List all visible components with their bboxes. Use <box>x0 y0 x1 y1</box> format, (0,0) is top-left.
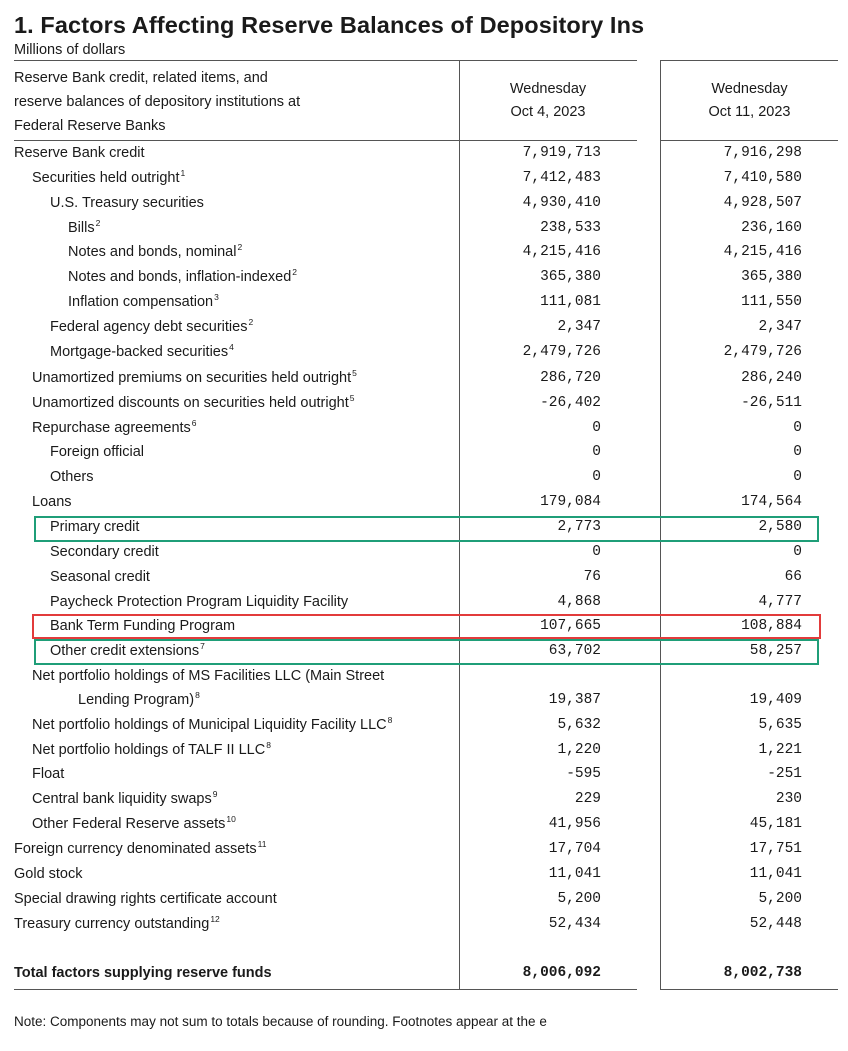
value-oct4: 286,720 <box>540 370 601 386</box>
table-row <box>0 440 848 465</box>
value-oct11: 236,160 <box>741 220 802 236</box>
row-label-text: Seasonal credit <box>50 569 150 585</box>
row-label-text: Net portfolio holdings of TALF II LLC <box>32 742 266 758</box>
row-label <box>32 812 236 837</box>
row-label <box>78 688 200 713</box>
value-oct11: 11,041 <box>749 866 802 882</box>
row-label-text: Bank Term Funding Program <box>50 618 236 634</box>
row-label-text: Others <box>50 469 94 485</box>
value-oct4: 5,200 <box>557 891 601 907</box>
row-label-text: Securities held outright <box>32 170 180 186</box>
row-label <box>68 216 100 241</box>
row-label-text: Federal agency debt securities <box>50 319 248 335</box>
header-col-line: Oct 11, 2023 <box>708 104 791 120</box>
table-row <box>0 837 848 862</box>
row-label <box>50 614 235 639</box>
value-oct11: 111,550 <box>741 294 802 310</box>
table-row <box>0 515 848 540</box>
value-oct4: 0 <box>592 420 601 436</box>
table-row <box>0 290 848 315</box>
row-label <box>50 440 144 465</box>
table-row <box>0 240 848 265</box>
footnote-marker: 8 <box>266 740 271 750</box>
value-oct11: -26,511 <box>741 395 802 411</box>
table-row <box>0 688 848 713</box>
footnote-marker: 12 <box>210 914 220 924</box>
row-label <box>32 391 354 416</box>
footnote-marker: 8 <box>195 690 200 700</box>
value-oct4: 7,412,483 <box>522 170 601 186</box>
footnote-marker: 8 <box>387 715 393 725</box>
value-oct4: 4,868 <box>557 594 601 610</box>
row-label-text: Bills <box>68 220 95 236</box>
row-label-text: Repurchase agreements <box>32 420 191 436</box>
value-oct4: 0 <box>592 444 601 460</box>
row-label-text: Treasury currency outstanding <box>14 916 210 932</box>
row-label-text: Central bank liquidity swaps <box>32 791 212 807</box>
header-stub-line: reserve balances of depository institutions at <box>14 94 301 110</box>
row-label <box>32 416 197 441</box>
row-label-text: Foreign currency denominated assets <box>14 841 257 857</box>
value-oct4: 4,215,416 <box>522 244 601 260</box>
value-oct4: 111,081 <box>540 294 601 310</box>
footnote-marker: 3 <box>214 292 219 302</box>
value-oct11: 4,777 <box>758 594 802 610</box>
table-row <box>0 862 848 887</box>
row-label <box>32 738 271 763</box>
table-row <box>0 216 848 241</box>
row-label-text: Net portfolio holdings of Municipal Liquidity Facility LLC <box>32 717 387 733</box>
row-label <box>32 664 384 689</box>
value-oct4: 41,956 <box>548 816 601 832</box>
row-label-text: U.S. Treasury securities <box>50 195 204 211</box>
value-oct4: 63,702 <box>548 643 601 659</box>
header-stub <box>14 66 300 138</box>
row-label-text: Primary credit <box>50 519 140 535</box>
row-label-text: Unamortized discounts on securities held outright <box>32 395 349 411</box>
value-oct11: 108,884 <box>741 618 802 634</box>
value-oct11: 1,221 <box>758 742 802 758</box>
table-row <box>0 787 848 812</box>
table-row <box>0 416 848 441</box>
value-oct4: 0 <box>592 544 601 560</box>
value-oct4: 2,773 <box>557 519 601 535</box>
value-oct4: 4,930,410 <box>522 195 601 211</box>
value-oct11: 0 <box>793 544 802 560</box>
footnote-marker: 2 <box>292 267 298 277</box>
value-oct11: 4,928,507 <box>723 195 802 211</box>
header-stub-line: Reserve Bank credit, related items, and <box>14 70 268 86</box>
value-oct4: 2,479,726 <box>522 344 601 360</box>
value-oct4: 0 <box>592 469 601 485</box>
row-label-text: Notes and bonds, inflation-indexed <box>68 269 292 285</box>
footnote-marker: 2 <box>248 317 254 327</box>
value-oct11: 0 <box>793 444 802 460</box>
value-oct4: -595 <box>566 766 601 782</box>
header-col-line: Wednesday <box>711 81 788 97</box>
row-label <box>50 639 205 664</box>
value-oct4: 76 <box>583 569 601 585</box>
footnote-marker: 5 <box>349 393 355 403</box>
value-oct4: 52,434 <box>548 916 601 932</box>
table-row <box>0 614 848 639</box>
footnote-marker: 6 <box>191 418 197 428</box>
row-label-text: Loans <box>32 494 72 510</box>
footnote-marker: 9 <box>212 789 218 799</box>
table-row <box>0 166 848 191</box>
table-row <box>0 664 848 689</box>
row-label-text: Reserve Bank credit <box>14 145 145 161</box>
table-row <box>0 340 848 365</box>
footnote-marker: 7 <box>200 641 205 651</box>
value-oct4: 2,347 <box>557 319 601 335</box>
value-oct4: -26,402 <box>540 395 601 411</box>
value-oct4: 1,220 <box>557 742 601 758</box>
footnote-marker: 2 <box>95 218 101 228</box>
row-label-text: Special drawing rights certificate account <box>14 891 277 907</box>
row-label <box>50 565 150 590</box>
footnote-marker: 5 <box>352 368 357 378</box>
value-oct4: 238,533 <box>540 220 601 236</box>
header-stub-line: Federal Reserve Banks <box>14 118 166 134</box>
value-oct11: 58,257 <box>749 643 802 659</box>
row-label-text: Total factors supplying reserve funds <box>14 965 272 981</box>
footnote-marker: 2 <box>237 242 243 252</box>
table-bottom-rule-col2 <box>660 989 838 990</box>
table-row <box>0 540 848 565</box>
value-oct4: 17,704 <box>548 841 601 857</box>
value-oct11: 2,580 <box>758 519 802 535</box>
row-label-text: Foreign official <box>50 444 145 460</box>
table-row <box>0 465 848 490</box>
table-row <box>0 490 848 515</box>
value-oct4: 179,084 <box>540 494 601 510</box>
value-oct4: 107,665 <box>540 618 601 634</box>
table-row <box>0 713 848 738</box>
value-oct11: 66 <box>784 569 802 585</box>
header-col-oct11 <box>661 78 838 124</box>
value-oct11: 52,448 <box>749 916 802 932</box>
row-label <box>50 340 234 365</box>
table-row <box>0 738 848 763</box>
row-label <box>50 540 159 565</box>
value-oct11: 2,479,726 <box>723 344 802 360</box>
row-label-text: Notes and bonds, nominal <box>68 244 237 260</box>
value-oct11: 365,380 <box>741 269 802 285</box>
row-label <box>32 713 392 738</box>
footnote-marker: 10 <box>226 814 236 824</box>
row-label <box>14 141 145 166</box>
row-label <box>50 315 253 340</box>
value-oct4: 19,387 <box>548 692 601 708</box>
row-label <box>68 265 297 290</box>
value-oct11: 17,751 <box>749 841 802 857</box>
row-label-text: Gold stock <box>14 866 83 882</box>
table-row <box>0 812 848 837</box>
row-label <box>68 290 219 315</box>
value-oct11: -251 <box>767 766 802 782</box>
table-row <box>0 912 848 937</box>
table-top-rule <box>14 60 637 61</box>
row-label-text: Mortgage-backed securities <box>50 344 229 360</box>
table-row <box>0 565 848 590</box>
value-oct11: 8,002,738 <box>723 965 802 981</box>
header-col-oct4 <box>460 78 636 124</box>
row-label-text: Float <box>32 766 65 782</box>
row-label <box>14 862 83 887</box>
value-oct11: 0 <box>793 420 802 436</box>
table-row <box>0 315 848 340</box>
row-label <box>50 515 139 540</box>
row-label <box>14 961 272 986</box>
row-label <box>32 490 72 515</box>
table-bottom-rule <box>14 989 637 990</box>
row-label <box>50 465 94 490</box>
row-label <box>32 166 185 191</box>
value-oct4: 365,380 <box>540 269 601 285</box>
value-oct11: 0 <box>793 469 802 485</box>
footnote-marker: 11 <box>257 839 267 849</box>
value-oct11: 2,347 <box>758 319 802 335</box>
value-oct11: 4,215,416 <box>723 244 802 260</box>
row-label <box>32 762 64 787</box>
table-row <box>0 141 848 166</box>
value-oct11: 45,181 <box>749 816 802 832</box>
row-label <box>50 590 348 615</box>
row-label <box>32 787 217 812</box>
row-label-text: Unamortized premiums on securities held outright <box>32 370 352 386</box>
row-label <box>50 191 204 216</box>
header-col-line: Wednesday <box>509 81 587 97</box>
row-label <box>68 240 242 265</box>
table-row <box>0 391 848 416</box>
footnote-marker: 4 <box>229 342 234 352</box>
row-label-text: Lending Program) <box>78 692 195 708</box>
row-label-text: Inflation compensation <box>68 294 214 310</box>
table-row <box>0 961 848 986</box>
table-row <box>0 887 848 912</box>
row-label <box>14 912 220 937</box>
value-oct11: 5,200 <box>758 891 802 907</box>
table-row <box>0 191 848 216</box>
row-label-text: Paycheck Protection Program Liquidity Facility <box>50 594 349 610</box>
footnote-note: Note: Components may not sum to totals because of rounding. Footnotes appear at the e <box>14 1014 547 1029</box>
value-oct4: 8,006,092 <box>522 965 601 981</box>
value-oct4: 229 <box>574 791 601 807</box>
value-oct11: 286,240 <box>741 370 802 386</box>
footnote-marker: 1 <box>180 168 186 178</box>
table-row <box>0 366 848 391</box>
table-row <box>0 265 848 290</box>
units-label: Millions of dollars <box>14 42 126 58</box>
table-row <box>0 762 848 787</box>
table-row <box>0 590 848 615</box>
value-oct4: 7,919,713 <box>522 145 601 161</box>
value-oct4: 5,632 <box>557 717 601 733</box>
value-oct11: 19,409 <box>749 692 802 708</box>
value-oct11: 174,564 <box>741 494 802 510</box>
value-oct11: 5,635 <box>758 717 802 733</box>
row-label-text: Secondary credit <box>50 544 159 560</box>
row-label <box>32 366 357 391</box>
value-oct11: 230 <box>775 791 802 807</box>
table-top-rule-col2 <box>660 60 838 61</box>
row-label-text: Other credit extensions <box>50 643 200 659</box>
row-label-text: Net portfolio holdings of MS Facilities LLC (Main Street <box>32 668 385 684</box>
value-oct4: 11,041 <box>548 866 601 882</box>
row-label <box>14 837 266 862</box>
table-row <box>0 639 848 664</box>
page-title: 1. Factors Affecting Reserve Balances of Depository Ins <box>14 12 645 38</box>
value-oct11: 7,916,298 <box>723 145 802 161</box>
row-label-text: Other Federal Reserve assets <box>32 816 226 832</box>
row-label <box>14 887 277 912</box>
header-col-line: Oct 4, 2023 <box>510 104 586 120</box>
value-oct11: 7,410,580 <box>723 170 802 186</box>
